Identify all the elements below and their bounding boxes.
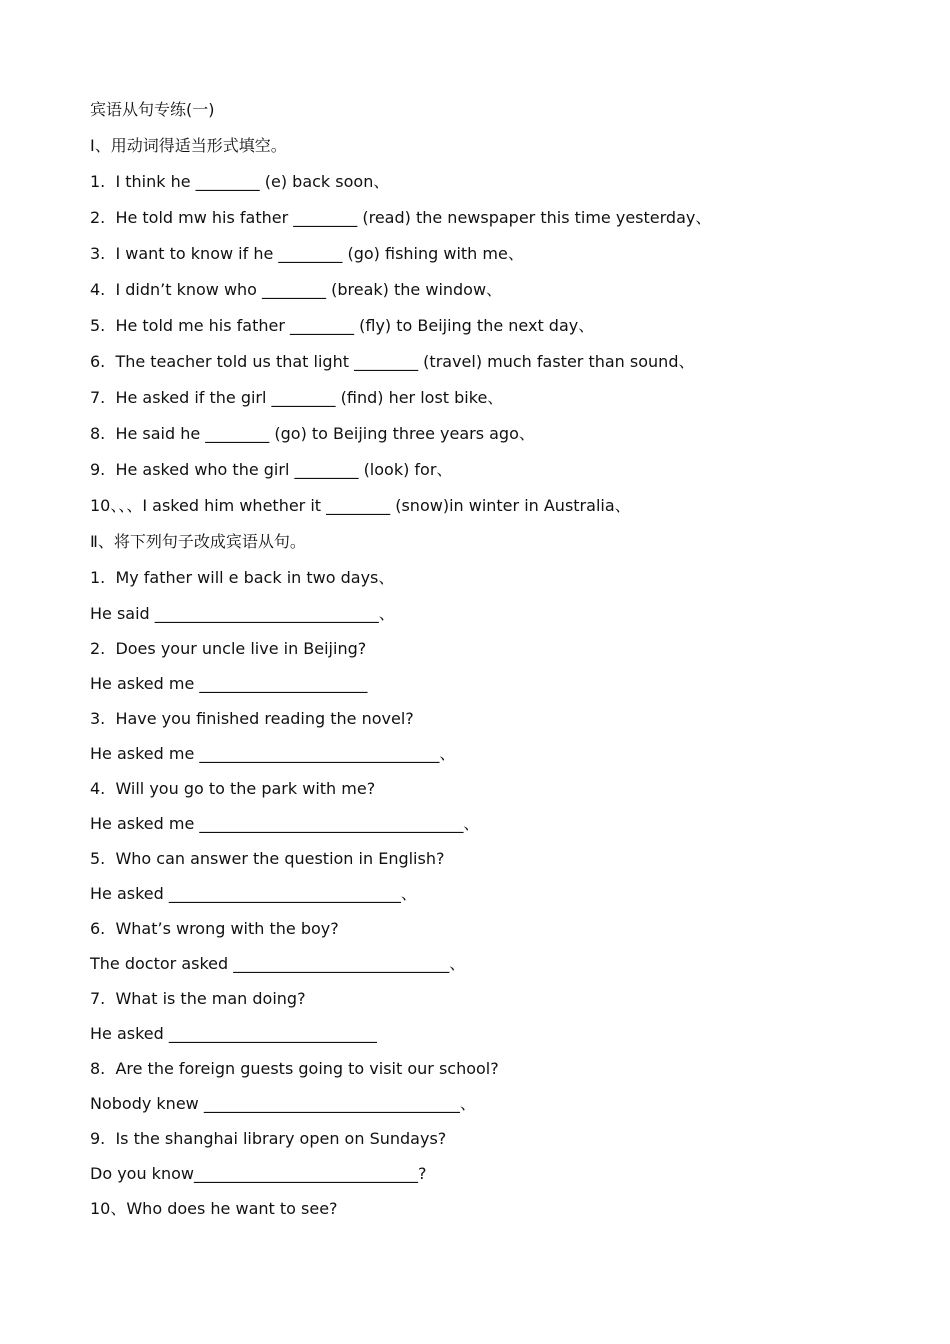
section-2-sentence-2: 2. Does your uncle live in Beijing? [90,639,367,658]
section-2-sentence-1: 1. My father will e back in two days、 [90,568,395,587]
section-2-answer-9: Do you know____________________________? [90,1164,427,1183]
section-1-question-9: 9. He asked who the girl ________ (look) for、 [90,460,453,479]
section-1-question-1: 1. I think he ________ (e) back soon、 [90,172,390,191]
section-2-sentence-6: 6. What’s wrong with the boy? [90,919,339,938]
section-1-heading: Ⅰ、用动词得适当形式填空。 [90,136,287,155]
section-2-answer-6: The doctor asked ___________________________、 [90,954,466,973]
section-2-sentence-9: 9. Is the shanghai library open on Sundays? [90,1129,447,1148]
section-2-answer-7: He asked __________________________ [90,1024,377,1043]
section-2-sentence-8: 8. Are the foreign guests going to visit our school? [90,1059,499,1078]
worksheet-page [90,100,910,1234]
section-1-question-4: 4. I didn’t know who ________ (break) the window、 [90,280,503,299]
section-1-question-10: 10、、、I asked him whether it ________ (snow)in winter in Australia、 [90,496,631,515]
section-2-answer-2: He asked me _____________________ [90,674,368,693]
section-1-question-2: 2. He told mw his father ________ (read) the newspaper this time yesterday、 [90,208,712,227]
section-1-question-6: 6. The teacher told us that light ________ (travel) much faster than sound、 [90,352,695,371]
section-2-answer-3: He asked me ______________________________、 [90,744,456,763]
section-1-question-7: 7. He asked if the girl ________ (find) her lost bike、 [90,388,504,407]
section-2-answer-8: Nobody knew ________________________________、 [90,1094,476,1113]
section-1-question-3: 3. I want to know if he ________ (go) fishing with me、 [90,244,524,263]
section-2-sentence-4: 4. Will you go to the park with me? [90,779,376,798]
section-2-answer-5: He asked _____________________________、 [90,884,417,903]
section-1-question-8: 8. He said he ________ (go) to Beijing three years ago、 [90,424,535,443]
worksheet-title: 宾语从句专练(一) [90,100,215,119]
section-1-question-5: 5. He told me his father ________ (fly) to Beijing the next day、 [90,316,595,335]
section-2-sentence-7: 7. What is the man doing? [90,989,306,1008]
section-2-answer-4: He asked me _________________________________、 [90,814,480,833]
section-2-sentence-3: 3. Have you finished reading the novel? [90,709,414,728]
section-2-answer-1: He said ____________________________、 [90,604,395,623]
section-2-sentence-10: 10、Who does he want to see? [90,1199,338,1218]
section-2-heading: Ⅱ、将下列句子改成宾语从句。 [90,532,306,551]
section-2-sentence-5: 5. Who can answer the question in English? [90,849,445,868]
